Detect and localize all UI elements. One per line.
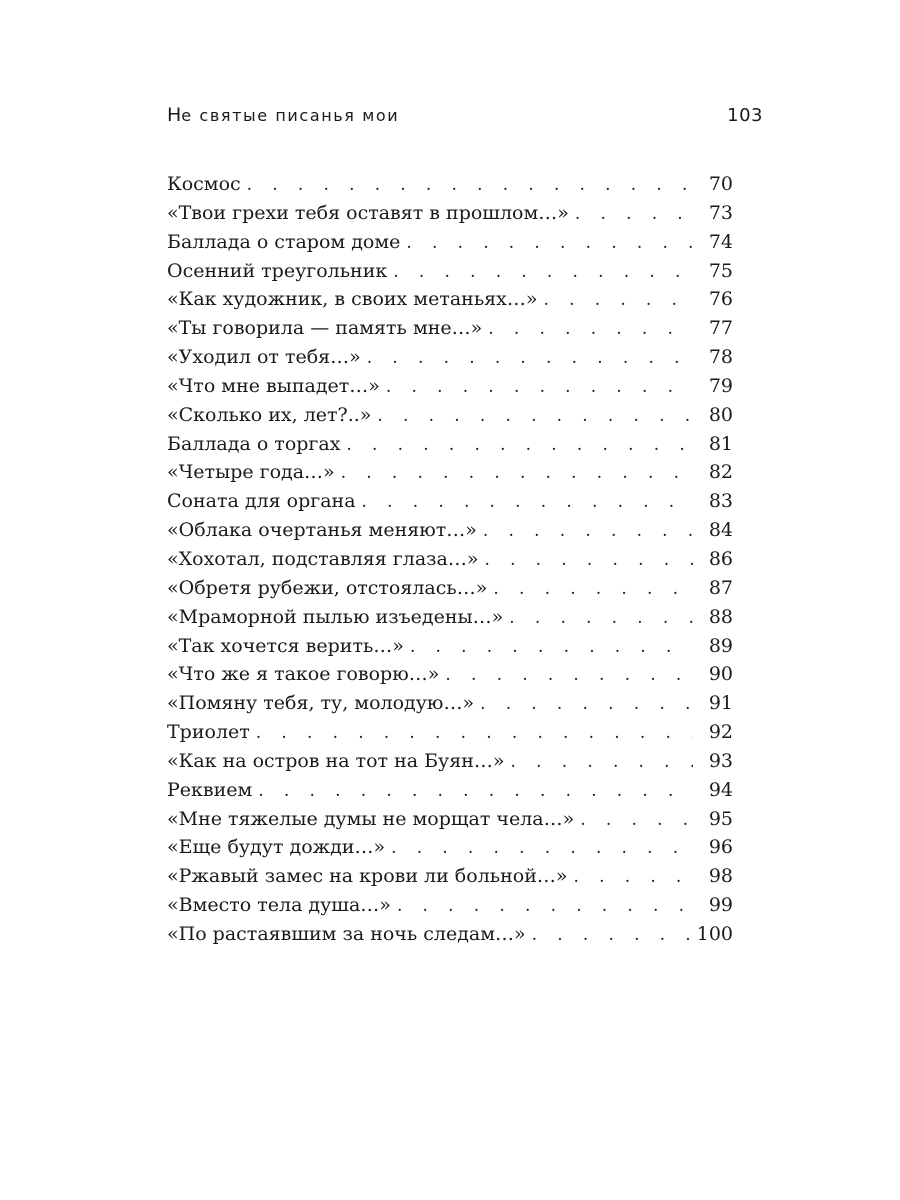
toc-entry-page: 84 [708, 519, 733, 542]
toc-entry-page: 96 [708, 836, 733, 859]
toc-entry-page: 99 [708, 894, 733, 917]
toc-entry-title: «Уходил от тебя…» [167, 346, 361, 369]
toc-entry [167, 257, 733, 286]
toc-dot-leader [574, 863, 694, 892]
toc-dot-leader [386, 373, 693, 402]
toc-entry-page: 98 [708, 865, 733, 888]
toc-entry-title: Космос [167, 173, 241, 195]
toc-entry-title: «Вместо тела душа…» [167, 894, 391, 917]
toc-dot-leader [580, 806, 693, 835]
toc-entry-page: 89 [708, 634, 733, 657]
toc-dot-leader [397, 892, 693, 921]
toc-entry [167, 747, 733, 776]
toc-entry-title: «Твои грехи тебя оставят в прошлом…» [167, 201, 569, 224]
toc-entry-page: 94 [708, 778, 733, 801]
page-number: 103 [727, 105, 763, 126]
toc-entry [167, 516, 733, 545]
toc-dot-leader [483, 517, 693, 546]
toc-dot-leader [341, 459, 693, 488]
toc-entry-title: «Что же я такое говорю…» [167, 663, 440, 686]
toc-entry [167, 689, 733, 718]
table-of-contents [167, 170, 733, 949]
toc-entry [167, 660, 733, 689]
toc-entry [167, 314, 733, 343]
toc-entry-title: «Обретя рубежи, отстоялась…» [167, 576, 488, 599]
toc-dot-leader [247, 171, 693, 200]
toc-dot-leader [544, 286, 694, 315]
toc-entry-title: Баллада о торгах [167, 432, 341, 455]
toc-entry-title: «Что мне выпадет…» [167, 374, 380, 397]
running-header [167, 104, 763, 134]
toc-entry-title: «Хохотал, подставляя глаза…» [167, 547, 479, 570]
toc-dot-leader [406, 229, 693, 258]
toc-entry [167, 862, 733, 891]
toc-dot-leader [346, 431, 693, 460]
toc-entry-page: 78 [708, 346, 733, 369]
toc-entry-page: 92 [708, 721, 733, 744]
book-title-initial: Н [167, 104, 182, 126]
toc-entry [167, 458, 733, 487]
toc-entry-title: «Ржавый замес на крови ли больной…» [167, 865, 568, 888]
toc-entry-title: «Еще будут дожди…» [167, 836, 386, 859]
toc-dot-leader [488, 315, 693, 344]
toc-entry-page: 95 [708, 807, 733, 830]
toc-entry-page: 79 [708, 374, 733, 397]
toc-entry-title: «Ты говорила — память мне…» [167, 317, 483, 340]
toc-entry-title: «Как художник, в своих метаньях…» [167, 288, 538, 311]
toc-dot-leader [391, 834, 693, 863]
toc-entry-page: 87 [708, 576, 733, 599]
toc-entry-title: «Мраморной пылью изъедены…» [167, 605, 504, 628]
toc-entry [167, 487, 733, 516]
toc-entry-title: «По растаявшим за ночь следам…» [167, 922, 526, 945]
toc-entry-page: 77 [708, 317, 733, 340]
book-title-rest: е святые писанья мои [181, 106, 400, 125]
toc-entry-title: «Сколько их, лет?..» [167, 403, 372, 426]
toc-dot-leader [493, 575, 693, 604]
toc-entry-page: 88 [708, 605, 733, 628]
toc-entry-title: «Как на остров на тот на Буян…» [167, 749, 505, 772]
toc-entry [167, 776, 733, 805]
toc-dot-leader [511, 748, 693, 777]
toc-entry [167, 545, 733, 574]
toc-entry-page: 91 [708, 692, 733, 715]
toc-dot-leader [362, 488, 693, 517]
toc-dot-leader [410, 633, 693, 662]
toc-dot-leader [532, 921, 691, 950]
toc-entry-title: Реквием [167, 778, 253, 801]
toc-entry-title: «Четыре года…» [167, 461, 335, 484]
toc-dot-leader [256, 719, 693, 748]
toc-entry [167, 891, 733, 920]
toc-entry [167, 833, 733, 862]
toc-entry [167, 401, 733, 430]
toc-entry [167, 805, 733, 834]
toc-entry-title: «Облака очертанья меняют…» [167, 519, 477, 542]
toc-entry-title: Осенний треугольник [167, 259, 388, 282]
toc-dot-leader [367, 344, 693, 373]
toc-entry-page: 100 [696, 922, 733, 945]
toc-entry [167, 228, 733, 257]
toc-dot-leader [258, 777, 693, 806]
toc-entry [167, 632, 733, 661]
toc-entry [167, 430, 733, 459]
toc-entry [167, 920, 733, 949]
toc-entry [167, 199, 733, 228]
toc-entry [167, 343, 733, 372]
toc-entry-page: 82 [708, 461, 733, 484]
toc-entry [167, 285, 733, 314]
toc-dot-leader [393, 258, 693, 287]
toc-entry-title: Баллада о старом доме [167, 230, 401, 253]
toc-entry [167, 170, 733, 199]
toc-entry-page: 70 [708, 173, 733, 195]
toc-entry-page: 83 [708, 490, 733, 513]
toc-entry-page: 75 [708, 259, 733, 282]
toc-entry-page: 80 [708, 403, 733, 426]
toc-entry-title: Триолет [167, 721, 250, 744]
toc-dot-leader [377, 402, 693, 431]
toc-entry [167, 603, 733, 632]
toc-entry-page: 93 [708, 749, 733, 772]
toc-entry-page: 81 [708, 432, 733, 455]
toc-entry-page: 76 [708, 288, 733, 311]
toc-entry-title: «Так хочется верить…» [167, 634, 404, 657]
toc-dot-leader [480, 690, 693, 719]
toc-entry [167, 718, 733, 747]
toc-dot-leader [484, 546, 693, 575]
book-title [167, 104, 399, 126]
toc-entry-title: «Помяну тебя, ту, молодую…» [167, 692, 475, 715]
toc-dot-leader [509, 604, 693, 633]
toc-entry-title: Соната для органа [167, 490, 356, 513]
toc-dot-leader [575, 200, 693, 229]
toc-entry-page: 74 [708, 230, 733, 253]
toc-entry-title: «Мне тяжелые думы не морщат чела…» [167, 807, 575, 830]
toc-entry-page: 90 [708, 663, 733, 686]
toc-entry [167, 372, 733, 401]
toc-dot-leader [445, 661, 693, 690]
toc-entry [167, 574, 733, 603]
toc-entry-page: 86 [708, 547, 733, 570]
toc-entry-page: 73 [708, 201, 733, 224]
